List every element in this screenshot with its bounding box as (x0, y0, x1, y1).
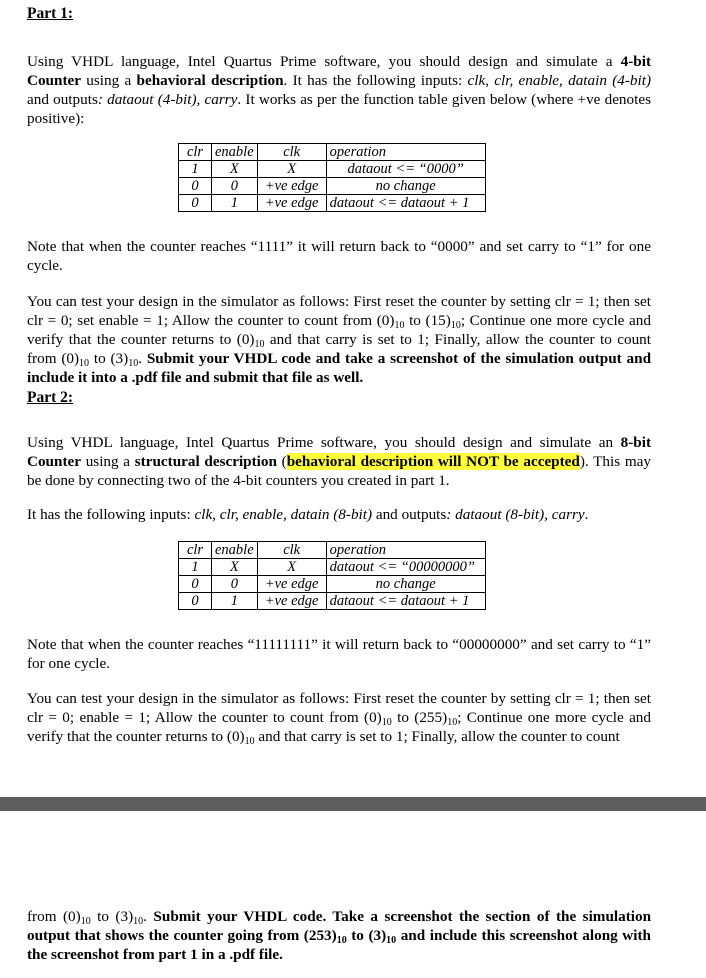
table-row (179, 178, 486, 195)
table-cell: dataout <= “00000000” (326, 559, 485, 576)
table-cell: 0 (179, 178, 212, 195)
table-header-cell: enable (212, 144, 258, 161)
table-row (179, 161, 486, 178)
table-cell: 0 (212, 178, 258, 195)
table-cell: X (257, 559, 326, 576)
table-cell: +ve edge (257, 576, 326, 593)
table-cell: 1 (179, 559, 212, 576)
part2-intro: Using VHDL language, Intel Quartus Prime software, you should design and simulate an 8-bit Counter using a structural description (behavioral description will NOT be accepted). This may be done by connecting two of the 4-bit counters you created in part 1. (27, 434, 651, 489)
table-cell: X (212, 559, 258, 576)
table-cell: +ve edge (257, 593, 326, 610)
part2-test-instructions: You can test your design in the simulator as follows: First reset the counter by setting clr = 1; then set clr = 0; enable = 1; Allow the counter to count from $(0)_{10}$ to $(255)_{10}$; Continue one more cycle and verify that the counter returns to $(0)_{10}$ and that carry is set to 1; Finally, allow the counter to count (27, 690, 651, 747)
document-page-2 (0, 811, 706, 978)
table-header-cell: operation (326, 542, 485, 559)
table-cell: 1 (212, 593, 258, 610)
table-row (179, 593, 486, 610)
table-header-row (179, 144, 486, 161)
highlighted-warning: behavioral description will NOT be accepted (286, 453, 580, 470)
table-cell: no change (326, 576, 485, 593)
part1-function-table (178, 143, 486, 212)
table-row (179, 559, 486, 576)
table-cell: dataout <= “0000” (326, 161, 485, 178)
part1-heading: Part 1: (27, 5, 74, 22)
table-row (179, 195, 486, 212)
page-break-divider (0, 797, 706, 811)
part2-continued-text: from $(0)_{10}$ to $(3)_{10}$. Submit your VHDL code. Take a screenshot the section of the simulation output that shows the counter going from $(253)_{10}$ to $(3)_{10}$ and include this screenshot along with the screenshot from part 1 in a .pdf file. (27, 908, 652, 963)
table-cell: no change (326, 178, 485, 195)
part2-heading: Part 2: (27, 389, 74, 406)
table-cell: 1 (212, 195, 258, 212)
table-header-cell: enable (212, 542, 258, 559)
table-cell: 1 (179, 161, 212, 178)
part2-io: It has the following inputs: clk, clr, enable, datain (8-bit) and outputs: dataout (8-bit), carry. (27, 506, 589, 523)
part1-note: Note that when the counter reaches “1111” it will return back to “0000” and set carry to “1” for one cycle. (27, 238, 651, 274)
part1-test-instructions: You can test your design in the simulator as follows: First reset the counter by setting clr = 1; then set clr = 0; set enable = 1; Allow the counter to count from $(0)_{10}$ to $(15)_{10}$; Continue one more cycle and verify that the counter returns to $(0)_{10}$ and that carry is set to 1; Finally, allow the counter to count from $(0)_{10}$ to $(3)_{10}$. Submit your VHDL code and take a screenshot of the simulation output and include it into a .pdf file and submit that file as well. (27, 293, 652, 386)
table-header-cell: clr (179, 542, 212, 559)
table-cell: dataout <= dataout + 1 (326, 593, 485, 610)
table-header-row (179, 542, 486, 559)
table-header-cell: operation (326, 144, 485, 161)
part1-intro: Using VHDL language, Intel Quartus Prime software, you should design and simulate a 4-bit Counter using a behavioral description. It has the following inputs: clk, clr, enable, datain (4-bit) and outputs: dataout (4-bit), carry. It works as per the function table given below (where +ve denotes positive): (27, 53, 652, 127)
table-cell: X (212, 161, 258, 178)
table-header-cell: clk (257, 144, 326, 161)
table-cell: 0 (179, 593, 212, 610)
part2-note: Note that when the counter reaches “11111111” it will return back to “00000000” and set carry to “1” for one cycle. (27, 636, 651, 672)
table-cell: +ve edge (257, 195, 326, 212)
table-row (179, 576, 486, 593)
table-cell: 0 (179, 195, 212, 212)
part2-function-table (178, 541, 486, 610)
table-cell: +ve edge (257, 178, 326, 195)
table-cell: X (257, 161, 326, 178)
table-cell: dataout <= dataout + 1 (326, 195, 485, 212)
table-cell: 0 (179, 576, 212, 593)
table-header-cell: clr (179, 144, 212, 161)
table-cell: 0 (212, 576, 258, 593)
table-header-cell: clk (257, 542, 326, 559)
